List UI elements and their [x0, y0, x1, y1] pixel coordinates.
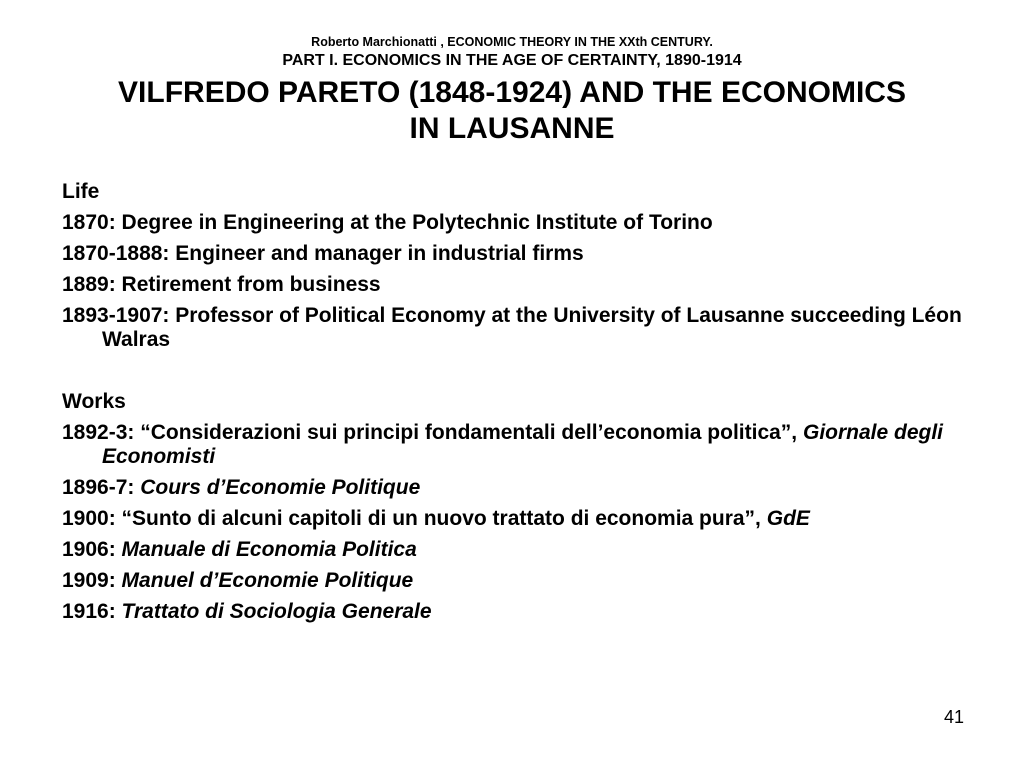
part-title: PART I. ECONOMICS IN THE AGE OF CERTAINTY, 1890-1914	[282, 52, 742, 69]
works-item-text: 1906:	[62, 538, 122, 561]
works-item-text: 1900: “Sunto di alcuni capitoli di un nuovo trattato di economia pura”,	[62, 507, 767, 530]
course-title: Roberto Marchionatti , ECONOMIC THEORY IN THE XXth CENTURY.	[311, 35, 713, 49]
works-item-title: Manuale di Economia Politica	[121, 538, 417, 561]
life-item: 1870-1888: Engineer and manager in industrial firms	[62, 242, 584, 265]
works-item	[62, 421, 992, 469]
section-spacer	[62, 359, 992, 390]
works-item-text: 1916:	[62, 600, 122, 623]
slide-title	[0, 75, 1024, 147]
works-item-text: 1909:	[62, 569, 122, 592]
slide-title-line-2: IN LAUSANNE	[409, 112, 615, 145]
works-item	[62, 538, 992, 562]
works-item	[62, 476, 992, 500]
works-item-text: 1892-3: “Considerazioni sui principi fondamentali dell’economia politica”,	[62, 421, 803, 444]
works-item-title: Giornale degli Economisti	[102, 421, 944, 468]
works-item-title: Cours d’Economie Politique	[140, 476, 421, 499]
works-item	[62, 507, 992, 531]
page-number: 41	[943, 707, 964, 727]
life-item: 1889: Retirement from business	[62, 273, 381, 296]
works-item	[62, 600, 992, 624]
life-heading: Life	[62, 180, 100, 203]
slide-header	[0, 33, 1024, 147]
works-item	[62, 569, 992, 593]
life-item: 1870: Degree in Engineering at the Polytechnic Institute of Torino	[62, 211, 713, 234]
slide-title-line-1: VILFREDO PARETO (1848-1924) AND THE ECONOMICS	[118, 76, 906, 109]
works-item-title: Manuel d’Economie Politique	[121, 569, 414, 592]
works-item-text: 1896-7:	[62, 476, 141, 499]
slide-body	[62, 180, 992, 631]
works-heading: Works	[62, 390, 126, 413]
works-item-title: Trattato di Sociologia Generale	[121, 600, 432, 623]
works-item-title: GdE	[766, 507, 810, 530]
life-item: 1893-1907: Professor of Political Economy at the University of Lausanne succeeding Léon Walras	[62, 304, 962, 351]
